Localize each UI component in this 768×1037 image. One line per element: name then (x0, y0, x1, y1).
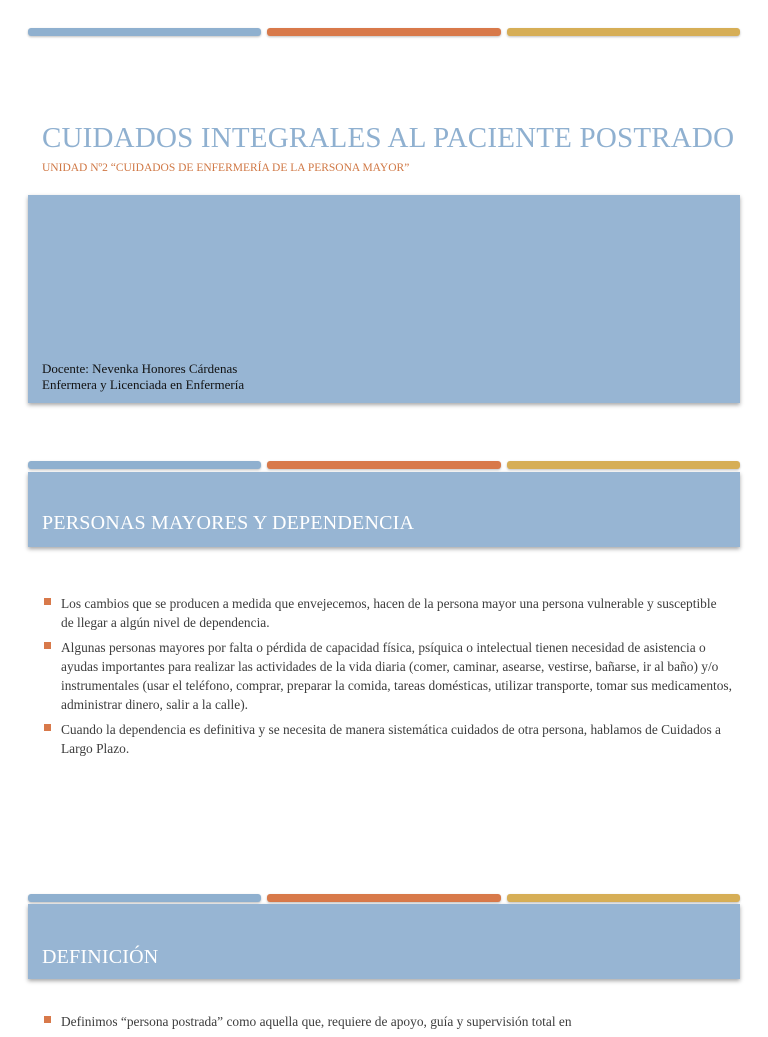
stripe-orange (267, 894, 500, 902)
stripe-gold (507, 461, 740, 469)
stripe-gold (507, 894, 740, 902)
stripe-orange (267, 461, 500, 469)
square-bullet-icon (44, 642, 51, 649)
stripe-blue (28, 461, 261, 469)
stripe-blue (28, 894, 261, 902)
slide-title: CUIDADOS INTEGRALES AL PACIENTE POSTRADO (42, 122, 735, 154)
square-bullet-icon (44, 1016, 51, 1023)
title-banner (28, 195, 740, 403)
section-title: DEFINICIÓN (42, 946, 159, 968)
section-header-dependencia (28, 472, 740, 547)
list-item-text: Definimos “persona postrada” como aquella que, requiere de apoyo, guía y supervisión total en (61, 1014, 572, 1029)
list-item (42, 720, 732, 758)
square-bullet-icon (44, 598, 51, 605)
list-item-text: Los cambios que se producen a medida que envejecemos, hacen de la persona mayor una persona vulnerable y susceptible de llegar a algún nivel de dependencia. (61, 596, 717, 630)
top-stripe (28, 28, 740, 36)
stripe-orange (267, 28, 500, 36)
section-stripe (28, 894, 740, 902)
author-role: Enfermera y Licenciada en Enfermería (42, 377, 245, 392)
author-name: Docente: Nevenka Honores Cárdenas (42, 361, 238, 376)
author-block (42, 361, 244, 393)
slide-subtitle: UNIDAD Nº2 “CUIDADOS DE ENFERMERÍA DE LA PERSONA MAYOR” (42, 162, 410, 174)
list-item (42, 594, 732, 632)
section-title: PERSONAS MAYORES Y DEPENDENCIA (42, 512, 415, 534)
stripe-gold (507, 28, 740, 36)
list-item (42, 1012, 732, 1031)
square-bullet-icon (44, 724, 51, 731)
stripe-blue (28, 28, 261, 36)
bullet-list (42, 1012, 732, 1037)
list-item-text: Algunas personas mayores por falta o pérdida de capacidad física, psíquica o intelectual tienen necesidad de asistencia o ayudas importantes para realizar las actividades de la vida diaria (comer, caminar, asearse, vestirse, bañarse, ir al baño) y/o instrumentales (usar el teléfono, comprar, preparar la comida, tareas domésticas, utilizar transporte, tomar sus medicamentos, administrar dinero, salir a la calle). (61, 640, 732, 712)
section-header-definicion (28, 904, 740, 979)
list-item (42, 638, 732, 714)
section-stripe (28, 461, 740, 469)
bullet-list (42, 594, 732, 764)
list-item-text: Cuando la dependencia es definitiva y se necesita de manera sistemática cuidados de otra persona, hablamos de Cuidados a Largo Plazo. (61, 722, 721, 756)
